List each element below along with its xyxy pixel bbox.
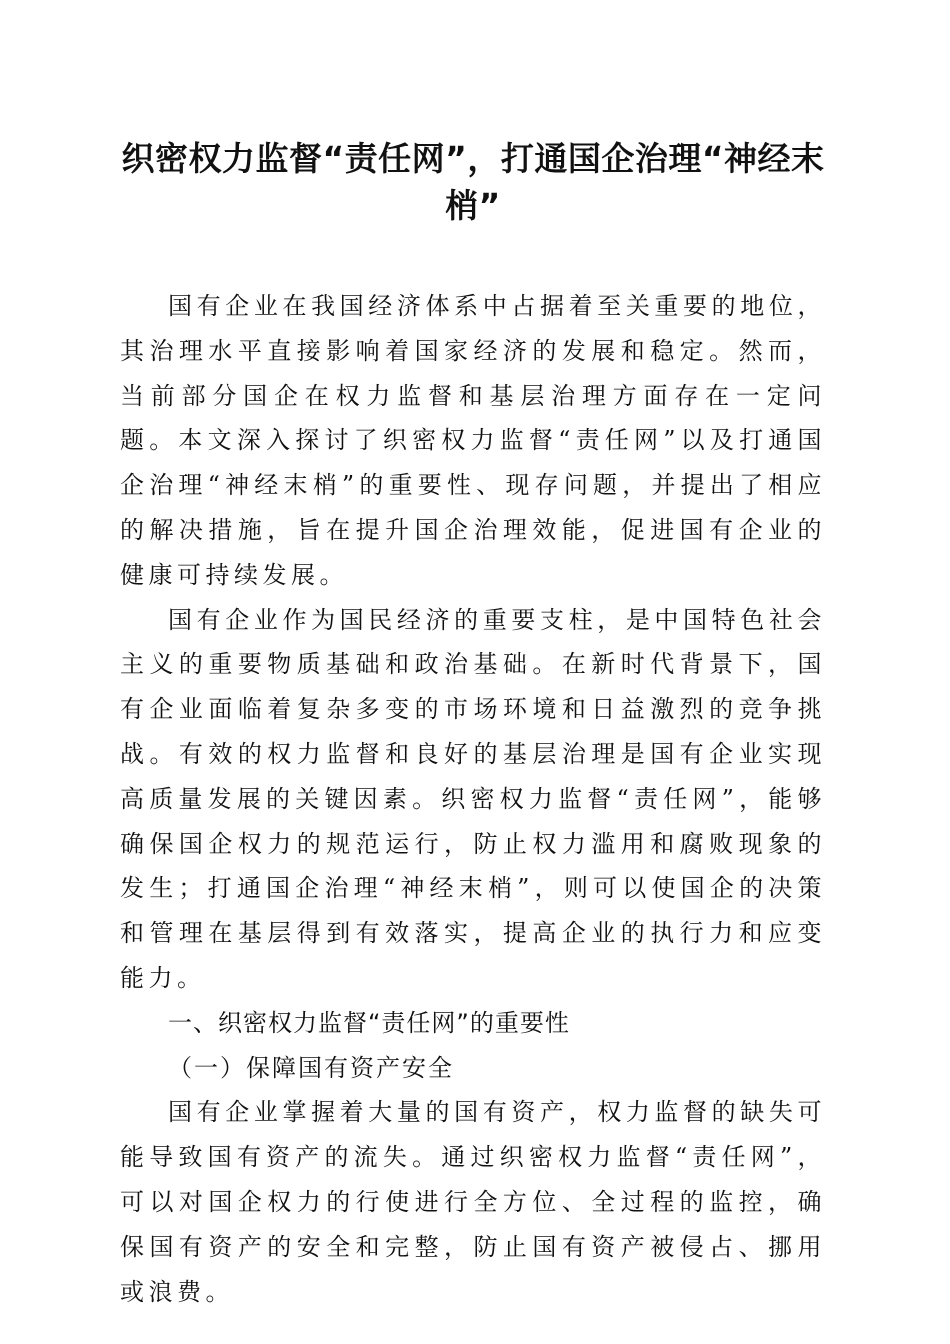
document-page bbox=[120, 0, 826, 1314]
intro-paragraph: 国有企业在我国经济体系中占据着至关重要的地位，其治理水平直接影响着国家经济的发展和稳定。然而，当前部分国企在权力监督和基层治理方面存在一定问题。本文深入探讨了织密权力监督“责任网”以及打通国企治理“神经末梢”的重要性、现存问题，并提出了相应的解决措施，旨在提升国企治理效能，促进国有企业的健康可持续发展。 bbox=[120, 292, 826, 589]
subsection-paragraph: 国有企业掌握着大量的国有资产，权力监督的缺失可能导致国有资产的流失。通过织密权力监督“责任网”，可以对国企权力的行使进行全方位、全过程的监控，确保国有资产的安全和完整，防止国有资产被侵占、挪用或浪费。 bbox=[120, 1098, 826, 1306]
document-body bbox=[120, 284, 826, 1314]
section-heading: 一、织密权力监督“责任网”的重要性 bbox=[168, 1008, 570, 1037]
subsection-heading: （一）保障国有资产安全 bbox=[168, 1053, 454, 1082]
background-paragraph: 国有企业作为国民经济的重要支柱，是中国特色社会主义的重要物质基础和政治基础。在新时代背景下，国有企业面临着复杂多变的市场环境和日益激烈的竞争挑战。有效的权力监督和良好的基层治理是国有企业实现高质量发展的关键因素。织密权力监督“责任网”，能够确保国企权力的规范运行，防止权力滥用和腐败现象的发生；打通国企治理“神经末梢”，则可以使国企的决策和管理在基层得到有效落实，提高企业的执行力和应变能力。 bbox=[120, 605, 826, 992]
document-title: 织密权力监督“责任网”，打通国企治理“神经末梢” bbox=[121, 139, 825, 225]
